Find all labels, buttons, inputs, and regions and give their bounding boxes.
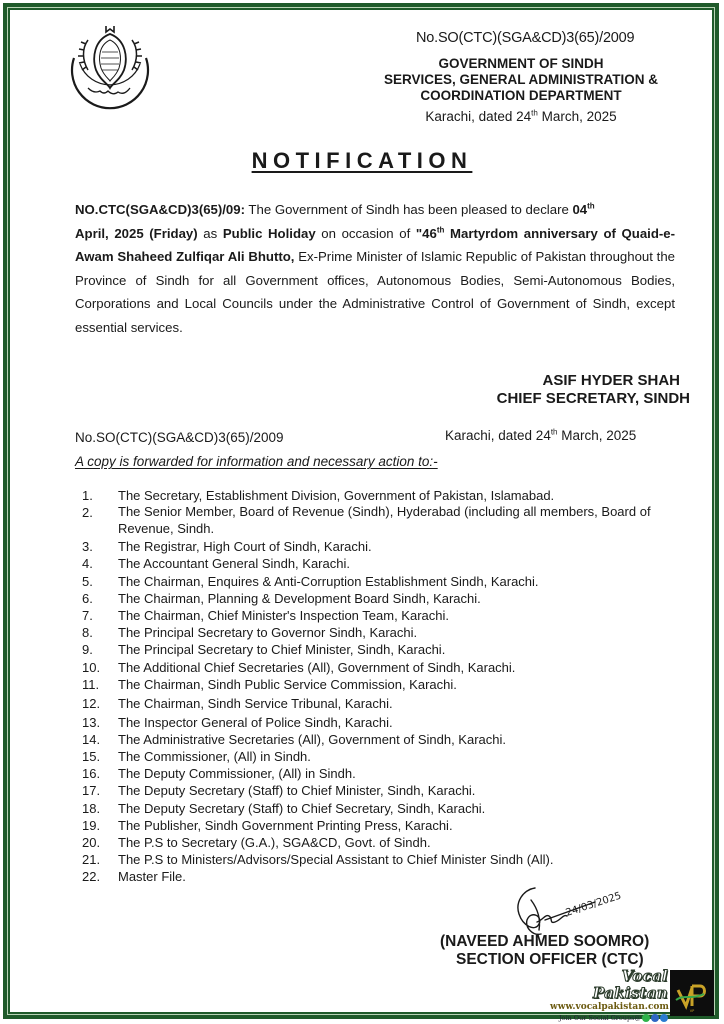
vocal-pakistan-logo-icon [670,970,714,1016]
list-item-number: 15. [82,749,101,765]
holiday-date-day: 04 [572,202,588,217]
list-item-text: The Accountant General Sindh, Karachi. [118,556,350,572]
occasion-sup: th [436,225,445,235]
facebook-icon[interactable] [651,1014,659,1022]
list-item-number: 2. [82,505,93,521]
list-item-number: 12. [82,695,101,711]
header-date [362,109,680,124]
copy-date [445,428,636,443]
header-date-day: Karachi, dated 24 [425,109,532,124]
list-item-text: The Chairman, Enquires & Anti-Corruption Establishment Sindh, Karachi. [118,573,539,589]
signatory2-title: SECTION OFFICER (CTC) [456,951,644,968]
list-item-number: 21. [82,852,101,868]
list-item-number: 7. [82,607,93,623]
list-item [82,834,702,851]
list-item [82,817,702,834]
linkedin-icon[interactable] [660,1014,668,1022]
body-text: Ex-Prime Minister of Islamic Republic of Pakistan throughout the Province of Sindh for all Government offices, Autonomous Bodies, Semi-Autonomous Bodies, Corporations and Local Councils under the Administrative Control of Government of Sindh, except essential services. [75,249,676,335]
occasion-number: "46 [415,225,437,241]
list-item [82,851,702,868]
list-item-number: 14. [82,731,101,747]
watermark-brand: Vocal Pakistan [592,967,668,1002]
handwritten-signature-icon [505,880,635,940]
list-item [82,607,702,624]
list-item-text: The Deputy Commissioner, (All) in Sindh. [118,766,356,782]
logo-text: VP [689,1009,695,1013]
notification-body [75,198,675,339]
list-item-number: 8. [82,625,93,641]
list-item-text: The Administrative Secretaries (All), Government of Sindh, Karachi. [118,731,506,747]
watermark-join-text: Join Our Social Groups@ [558,1014,641,1022]
notification-title [0,148,724,174]
header-government: GOVERNMENT OF SINDH [438,56,604,71]
copy-heading: A copy is forwarded for information and necessary action to:- [75,454,438,469]
list-item-number: 13. [82,714,101,730]
body-text: as [197,225,223,241]
list-item-text: The Commissioner, (All) in Sindh. [118,749,311,765]
list-item [82,624,702,641]
list-item-text: The Senior Member, Board of Revenue (Sindh), Hyderabad (including all members, Board of Revenue, Sindh. [118,504,651,536]
list-item [82,555,702,572]
holiday-label: Public Holiday [222,225,316,241]
list-item-text: The Publisher, Sindh Government Printing Press, Karachi. [118,817,453,833]
list-item-number: 17. [82,783,101,799]
header-date-month-year: March, 2025 [537,109,617,124]
list-item [82,487,702,504]
copy-reference-number: No.SO(CTC)(SGA&CD)3(65)/2009 [75,430,284,445]
list-item-number: 20. [82,835,101,850]
list-item-number: 22. [82,869,101,885]
list-item [82,641,702,658]
list-item-text: The Principal Secretary to Governor Sindh, Karachi. [118,625,418,641]
signatory1-name: ASIF HYDER SHAH [542,372,680,389]
list-item [82,765,702,782]
list-item-number: 16. [82,766,101,782]
list-item-number: 19. [82,817,101,833]
list-item-text: The Deputy Secretary (Staff) to Chief Secretary, Sindh, Karachi. [118,800,486,816]
list-item-text: The Secretary, Establishment Division, Government of Pakistan, Islamabad. [118,488,555,503]
list-item [82,748,702,765]
list-item [82,800,702,817]
whatsapp-icon[interactable] [642,1014,650,1022]
list-item [82,695,702,714]
watermark-url[interactable]: www.vocalpakistan.com [550,1002,669,1012]
signature-date: 24/03/2025 [564,890,623,919]
holiday-date-sup: th [587,201,595,211]
list-item-text: The Chairman, Chief Minister's Inspection Team, Karachi. [118,607,449,623]
list-item-text: The P.S to Ministers/Advisors/Special Assistant to Chief Minister Sindh (All). [118,852,554,868]
list-item-text: The Chairman, Sindh Service Tribunal, Karachi. [118,695,393,711]
list-item-number: 4. [82,556,93,572]
list-item-text: The Principal Secretary to Chief Minister, Sindh, Karachi. [118,642,446,658]
watermark [550,968,668,1023]
sindh-government-emblem-icon [64,18,156,112]
list-item-number: 5. [82,573,93,589]
header-date-sup: th [531,108,538,118]
list-item-number: 18. [82,800,101,816]
recipients-list [82,487,702,886]
list-item [82,714,702,731]
watermark-join [550,1013,668,1023]
list-item-number: 3. [82,539,93,555]
list-item-text: The Registrar, High Court of Sindh, Karachi. [118,539,372,555]
list-item-text: The Chairman, Planning & Development Board Sindh, Karachi. [118,590,481,606]
body-reference: NO.CTC(SGA&CD)3(65)/09: [75,202,245,217]
body-text: on occasion of [315,225,416,241]
list-item-number: 10. [82,659,101,675]
list-item [82,659,702,676]
list-item-text: The Inspector General of Police Sindh, Karachi. [118,714,393,730]
header-department-line2: COORDINATION DEPARTMENT [420,88,622,103]
list-item-text: Master File. [118,869,186,885]
list-item-text: The Additional Chief Secretaries (All), Government of Sindh, Karachi. [118,659,516,675]
header-reference-number: No.SO(CTC)(SGA&CD)3(65)/2009 [416,30,635,46]
list-item [82,538,702,555]
notification-title-text: NOTIFICATION [251,148,473,173]
list-item [82,782,702,799]
signatory1-title: CHIEF SECRETARY, SINDH [496,390,690,407]
list-item-text: The Deputy Secretary (Staff) to Chief Minister, Sindh, Karachi. [118,783,476,799]
list-item [82,504,702,538]
list-item-text: The Chairman, Sindh Public Service Commission, Karachi. [118,676,457,692]
signatory2-name: (NAVEED AHMED SOOMRO) [440,933,650,950]
occasion: Martyrdom anniversary of Quaid-e-Awam Shaheed Zulfiqar Ali Bhutto, [75,225,675,264]
list-item [82,590,702,607]
body-text: The Government of Sindh has been pleased to declare [245,202,573,217]
list-item [82,573,702,590]
copy-date-day: Karachi, dated 24 [445,428,551,443]
header-department-line1: SERVICES, GENERAL ADMINISTRATION & [383,72,659,87]
list-item-number: 1. [82,488,93,503]
holiday-date: April, 2025 (Friday) [75,225,198,241]
list-item-number: 11. [82,676,100,692]
list-item [82,731,702,748]
copy-date-sup: th [550,427,558,437]
list-item-number: 9. [82,642,93,658]
list-item [82,676,702,695]
copy-date-month-year: March, 2025 [557,428,637,443]
list-item-text: The P.S to Secretary (G.A.), SGA&CD, Govt. of Sindh. [118,835,431,850]
list-item-number: 6. [82,590,93,606]
